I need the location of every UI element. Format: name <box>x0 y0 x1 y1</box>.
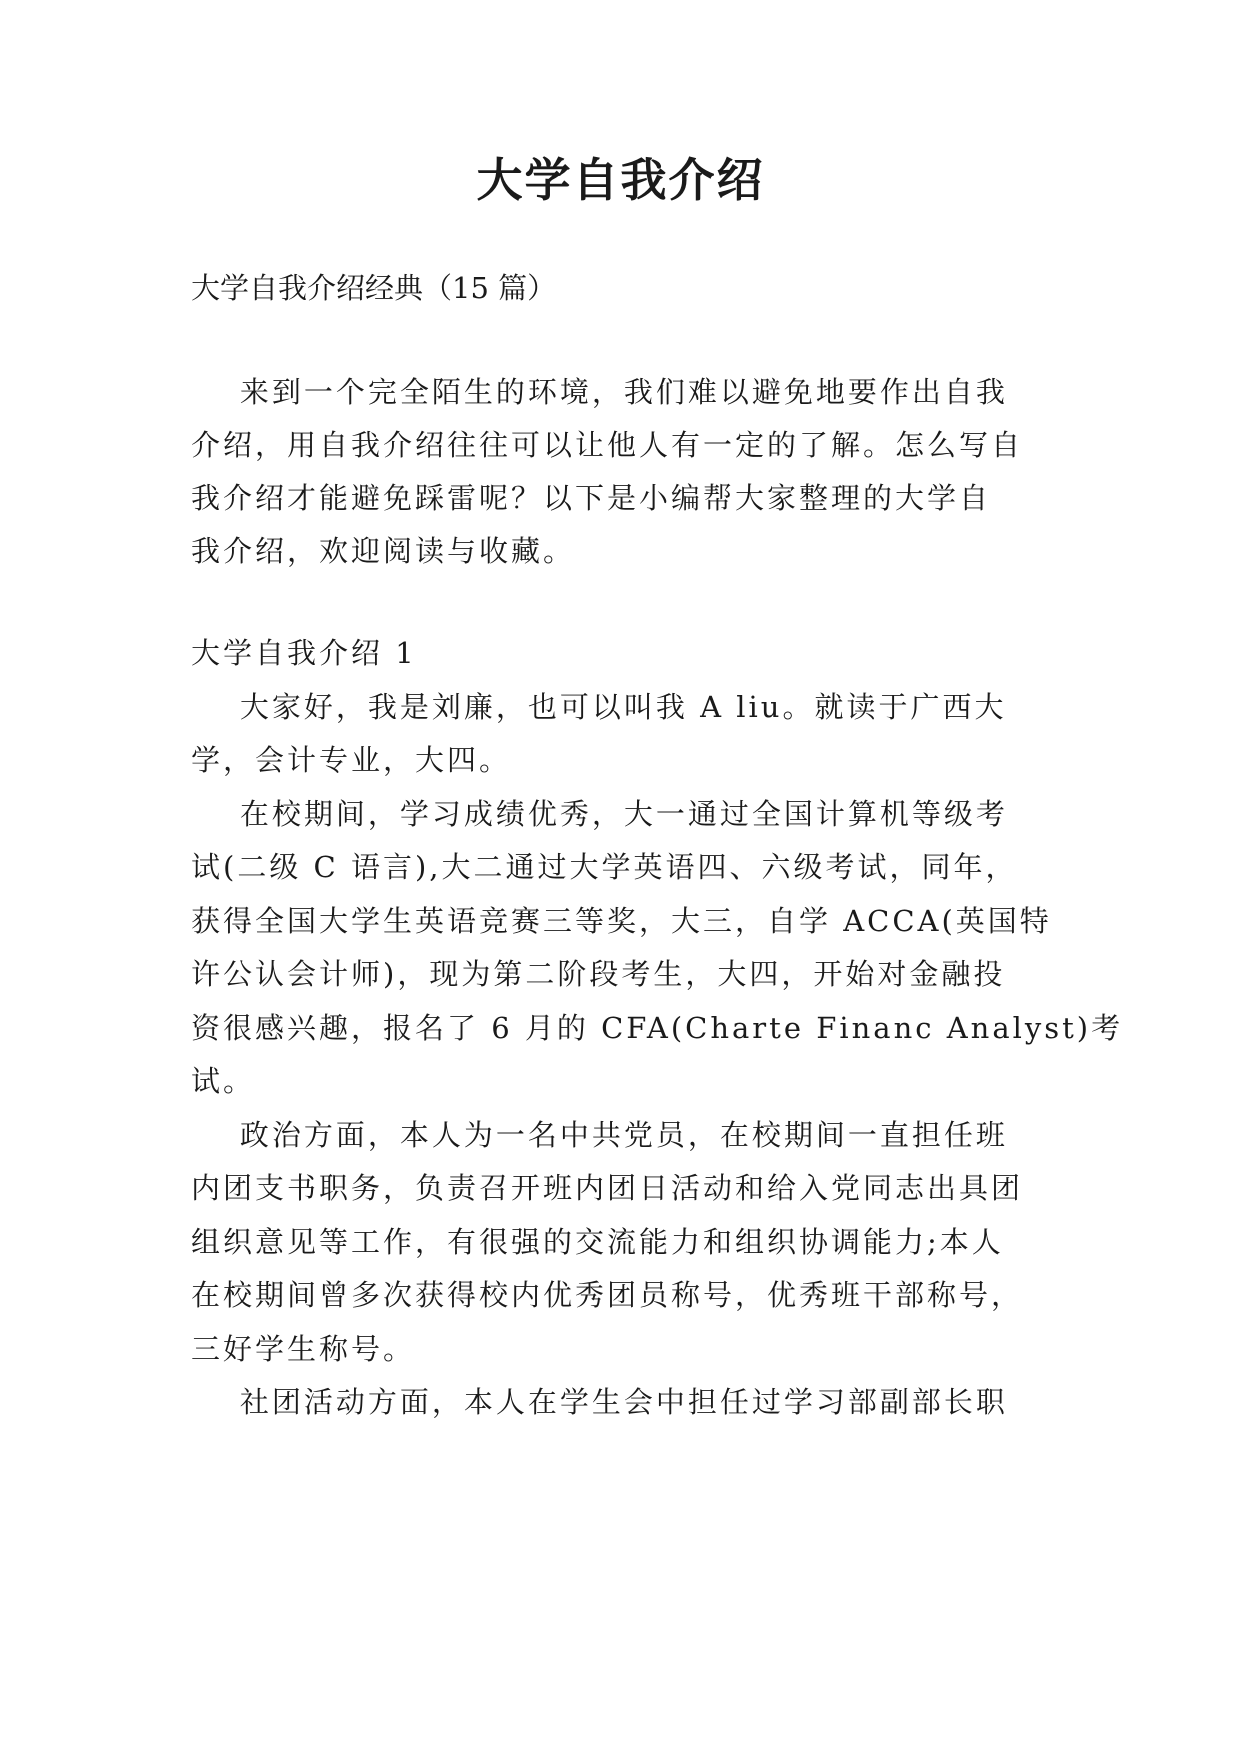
section-line: 在校期间，学习成绩优秀，大一通过全国计算机等级考 <box>191 797 1008 831</box>
section-heading: 大学自我介绍 1 <box>191 636 417 670</box>
section-line: 内团支书职务，负责召开班内团日活动和给入党同志出具团 <box>191 1171 1024 1205</box>
document-subtitle: 大学自我介绍经典（15 篇） <box>191 271 557 305</box>
section-line: 社团活动方面，本人在学生会中担任过学习部副部长职 <box>191 1385 1008 1419</box>
intro-line: 我介绍才能避免踩雷呢？以下是小编帮大家整理的大学自 <box>191 481 992 515</box>
section-line: 学，会计专业，大四。 <box>191 743 512 777</box>
section-line: 在校期间曾多次获得校内优秀团员称号，优秀班干部称号， <box>191 1278 1024 1312</box>
section-line: 试(二级 C 语言),大二通过大学英语四、六级考试，同年， <box>191 850 1018 884</box>
section-line: 资很感兴趣，报名了 6 月的 CFA(Charte Financ Analyst)考 <box>191 1011 1124 1045</box>
section-line: 试。 <box>191 1064 256 1098</box>
intro-line: 我介绍，欢迎阅读与收藏。 <box>191 534 576 568</box>
intro-line: 介绍，用自我介绍往往可以让他人有一定的了解。怎么写自 <box>191 428 1024 462</box>
section-line: 组织意见等工作，有很强的交流能力和组织协调能力;本人 <box>191 1225 1004 1259</box>
section-line: 许公认会计师)，现为第二阶段考生，大四，开始对金融投 <box>191 957 1006 991</box>
section-line: 大家好，我是刘廉，也可以叫我 A liu。就读于广西大 <box>191 690 1007 724</box>
section-line: 获得全国大学生英语竞赛三等奖，大三，自学 ACCA(英国特 <box>191 904 1052 938</box>
section-line: 三好学生称号。 <box>191 1332 416 1366</box>
intro-line: 来到一个完全陌生的环境，我们难以避免地要作出自我 <box>191 375 1008 409</box>
document-title: 大学自我介绍 <box>476 153 765 207</box>
section-line: 政治方面，本人为一名中共党员，在校期间一直担任班 <box>191 1118 1008 1152</box>
